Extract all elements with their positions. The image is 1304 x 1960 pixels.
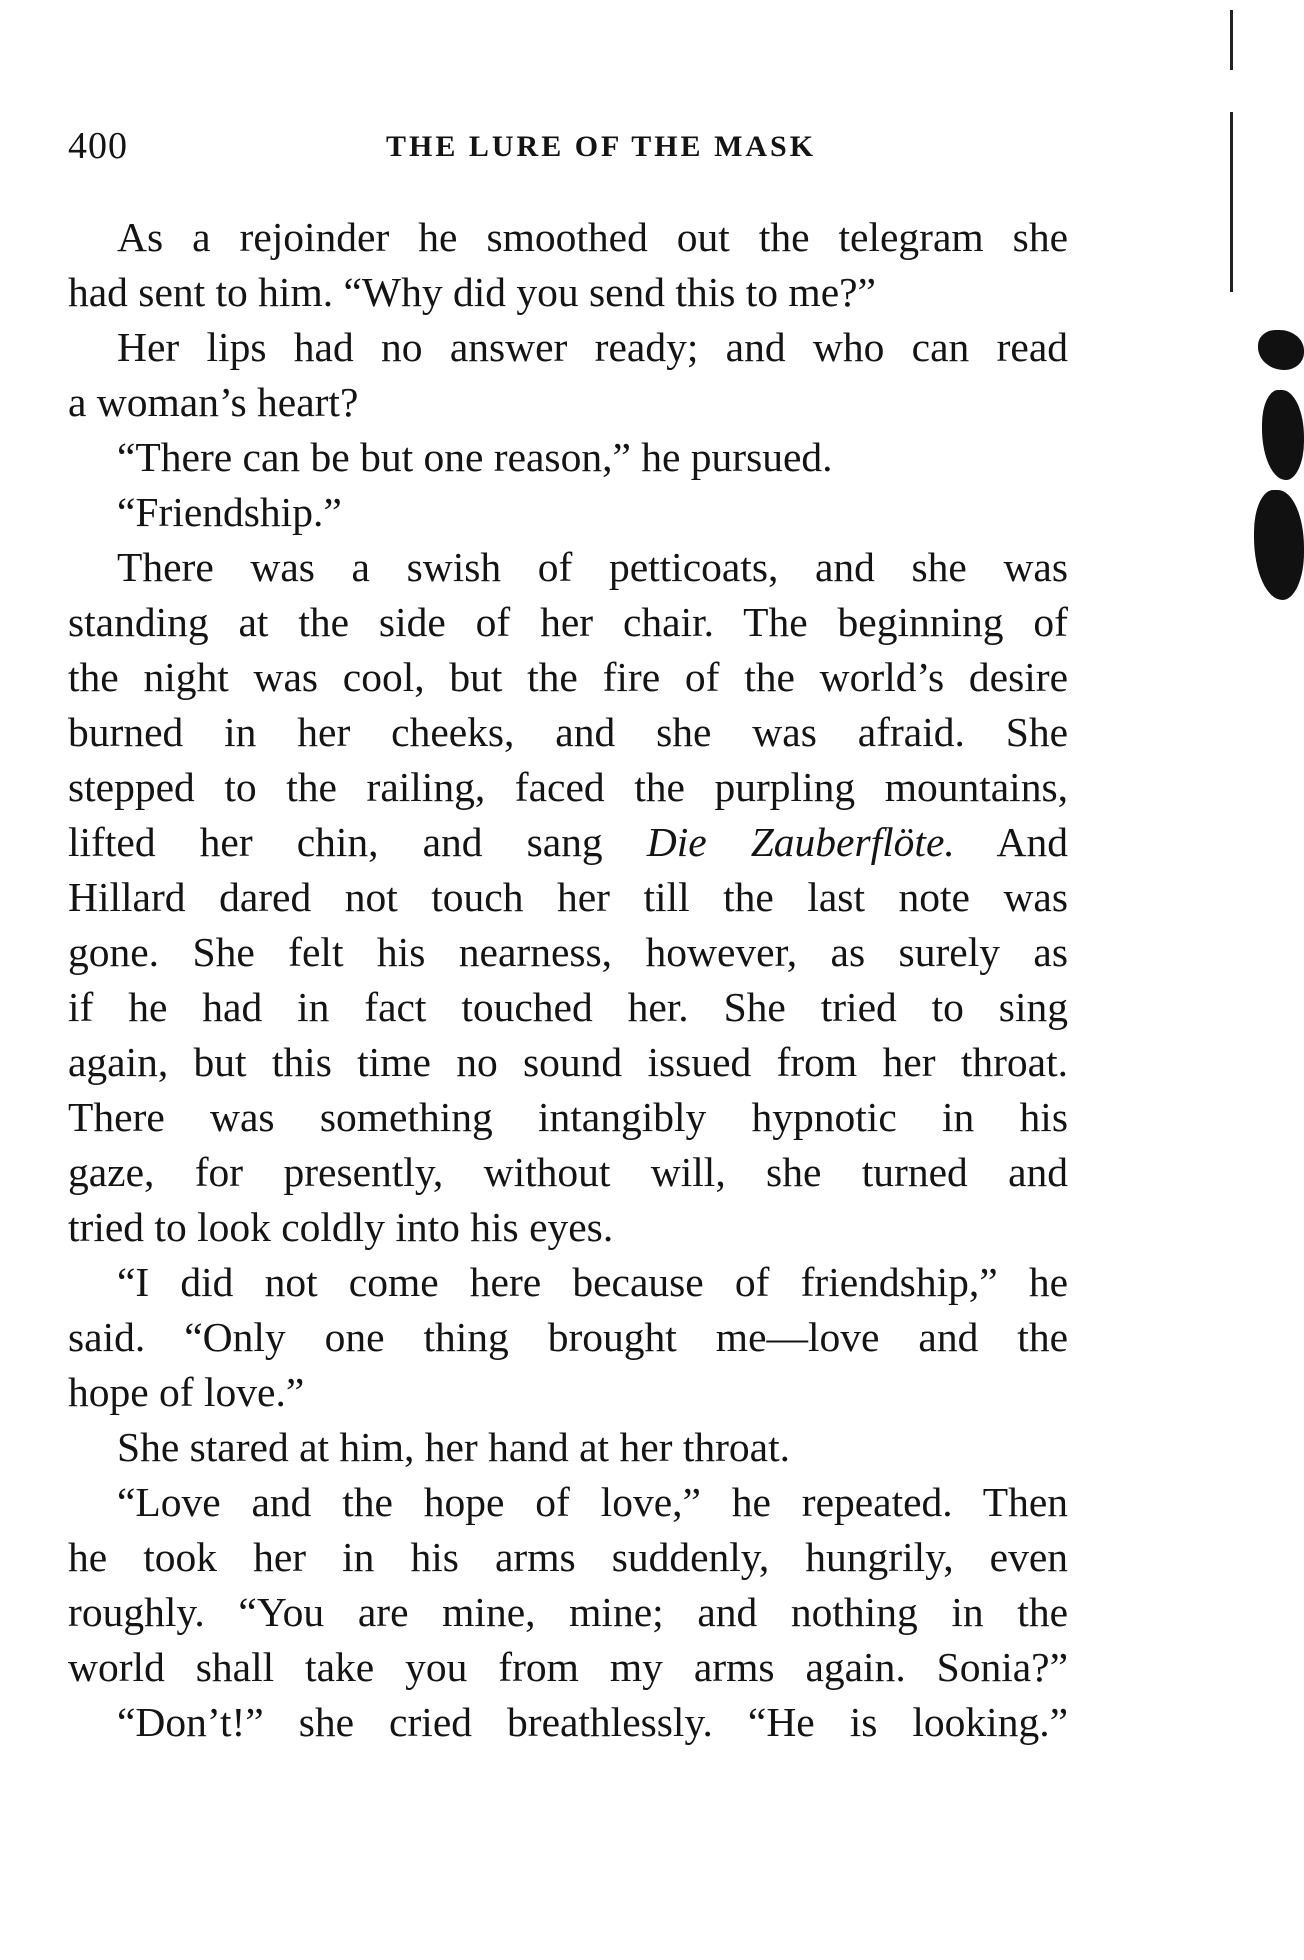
text-segment: And — [954, 819, 1068, 865]
page-edge-smudge — [1258, 330, 1304, 370]
page-header — [68, 124, 1068, 174]
text-line: There was something intangibly hypnotic in his — [68, 1094, 1068, 1140]
text-line: She stared at him, her hand at her throat. — [117, 1424, 790, 1470]
text-line: gone. She felt his nearness, however, as surely as — [68, 929, 1068, 975]
text-line: world shall take you from my arms again. Sonia?” — [68, 1644, 1068, 1690]
text-line: gaze, for presently, without will, she turned and — [68, 1149, 1068, 1195]
text-line: hope of love.” — [68, 1369, 305, 1415]
text-line: a woman’s heart? — [68, 379, 359, 425]
text-line: again, but this time no sound issued from her throat. — [68, 1039, 1068, 1085]
page-edge-smudge — [1262, 390, 1304, 480]
text-line: Her lips had no answer ready; and who can read — [117, 324, 1068, 370]
text-line: standing at the side of her chair. The beginning of — [68, 599, 1068, 645]
text-line: “There can be but one reason,” he pursued. — [117, 434, 833, 480]
text-line: roughly. “You are mine, mine; and nothing in the — [68, 1589, 1068, 1635]
text-line: the night was cool, but the fire of the world’s desire — [68, 654, 1068, 700]
page-edge-line — [1230, 112, 1233, 292]
body-text — [68, 210, 1068, 1750]
running-head: THE LURE OF THE MASK — [386, 130, 817, 163]
page-number: 400 — [68, 125, 128, 167]
text-line: he took her in his arms suddenly, hungrily, even — [68, 1534, 1068, 1580]
text-segment: lifted her chin, and sang — [68, 819, 647, 865]
text-line: There was a swish of petticoats, and she was — [117, 544, 1068, 590]
text-line: “I did not come here because of friendship,” he — [117, 1259, 1068, 1305]
text-line — [68, 815, 1068, 870]
text-line: burned in her cheeks, and she was afraid. She — [68, 709, 1068, 755]
page-edge-line — [1230, 10, 1233, 70]
text-line: “Friendship.” — [117, 489, 342, 535]
text-line: “Don’t!” she cried breathlessly. “He is looking.” — [117, 1699, 1068, 1745]
italic-title: Die Zauberflöte. — [646, 819, 955, 865]
text-line: if he had in fact touched her. She tried to sing — [68, 984, 1068, 1030]
text-line: said. “Only one thing brought me—love and the — [68, 1314, 1068, 1360]
text-line: As a rejoinder he smoothed out the telegram she — [117, 214, 1068, 260]
text-line: Hillard dared not touch her till the last note was — [68, 874, 1068, 920]
text-line: had sent to him. “Why did you send this to me?” — [68, 269, 876, 315]
text-line: “Love and the hope of love,” he repeated. Then — [117, 1479, 1068, 1525]
text-line: stepped to the railing, faced the purpling mountains, — [68, 764, 1068, 810]
text-line: tried to look coldly into his eyes. — [68, 1204, 614, 1250]
page-edge-smudge — [1254, 490, 1304, 600]
